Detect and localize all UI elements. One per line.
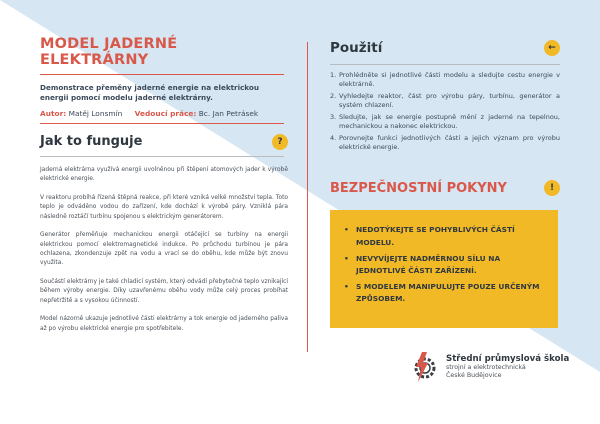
how-paragraph: Jaderná elektrárna využívá energii uvolněnou při štěpení atomových jader k výrobě elektrické energie. [40, 166, 288, 183]
how-paragraph: Generátor přeměňuje mechanickou energii otáčející se turbíny na energii elektrickou pomocí elektromagnetické indukce. Po průchodu turbínou je pára ochlazena, zkondenzuje zpět na vodu a vrací se do oběhu, kde může být znovu využita. [40, 232, 288, 267]
safety-section [330, 180, 560, 328]
authors-divider [40, 123, 284, 124]
use-step: 1. Prohlédněte si jednotlivé části modelu a sledujte cestu energie v elektrárně. [330, 71, 560, 89]
how-divider [40, 156, 284, 157]
use-step: 2. Vyhledejte reaktor, část pro výrobu páry, turbínu, generátor a systém chlazení. [330, 91, 560, 110]
author-label: Autor: [40, 108, 67, 118]
safety-list [344, 224, 544, 305]
use-header [330, 40, 560, 56]
school-subtitle: strojní a elektrotechnická [446, 363, 526, 371]
how-paragraph: Model názorně ukazuje jednotlivé části elektrárny a tok energie od jaderného paliva až po výrobu elektrické energie pro spotřebitele. [40, 316, 288, 332]
safety-item: • NEDOTÝKEJTE SE POHYBLIVÝCH ČÁSTÍ MODELU. [344, 225, 515, 247]
supervisor-label: Vedoucí práce: [134, 108, 197, 118]
author-name: Matěj Lonsmín [68, 108, 123, 118]
question-icon: ? [272, 134, 288, 150]
safety-title: BEZPEČNOSTNÍ POKYNY [330, 180, 507, 196]
how-paragraph: V reaktoru probíhá řízená štěpná reakce, při které vzniká velké množství tepla. Toto teplo je odváděno vodou do zařízení, kde dochází k výrobě páry. Vzniklá pára následně roztáčí turbínu spojenou s elektrickým generátorem. [40, 194, 288, 220]
use-title: Použití [330, 40, 383, 56]
exclamation-icon: ! [544, 180, 560, 196]
school-city: České Budějovice [446, 372, 502, 379]
supervisor-name: Bc. Jan Petrásek [198, 108, 259, 118]
arrow-left-icon: ← [544, 40, 560, 56]
authors-line [40, 109, 288, 118]
left-column [40, 36, 288, 334]
how-paragraph: Součástí elektrárny je také chladicí systém, který odvádí přebytečné teplo vznikající během výroby energie. Díky uzavřenému oběhu vody může celý proces probíhat nepřetržitě a s vysokou účinností. [40, 278, 288, 304]
safety-item: • NEVYVÍJEJTE NADMĚRNOU SÍLU NA JEDNOTLIVÉ ČÁSTI ZAŘÍZENÍ. [344, 253, 501, 276]
school-logo [412, 350, 569, 384]
how-title: Jak to funguje [40, 134, 143, 150]
use-step: 3. Sledujte, jak se energie postupně mění z jaderné na tepelnou, mechanickou a nakonec elektrickou. [330, 112, 560, 131]
school-name-block [446, 354, 569, 381]
page-title: MODEL JADERNÉ ELEKTRÁRNY [40, 36, 178, 68]
safety-item: • S MODELEM MANIPULUJTE POUZE URČENÝM ZPŮSOBEM. [344, 281, 540, 304]
use-divider [330, 64, 560, 65]
right-column [330, 40, 560, 328]
how-section [40, 134, 288, 334]
column-divider [307, 42, 308, 352]
school-name: Střední průmyslová škola [446, 353, 570, 364]
use-steps-list [330, 71, 560, 152]
use-step: 4. Porovnejte funkci jednotlivých částí a jejich význam pro výrobu elektrické energie. [330, 133, 560, 151]
lead-text: Demonstrace přeměny jaderné energie na elektrickou energii pomocí modelu jaderné elektrárny. [40, 83, 259, 103]
school-gear-lightning-logo [412, 350, 436, 384]
title-divider [40, 74, 284, 75]
safety-box [330, 210, 558, 328]
